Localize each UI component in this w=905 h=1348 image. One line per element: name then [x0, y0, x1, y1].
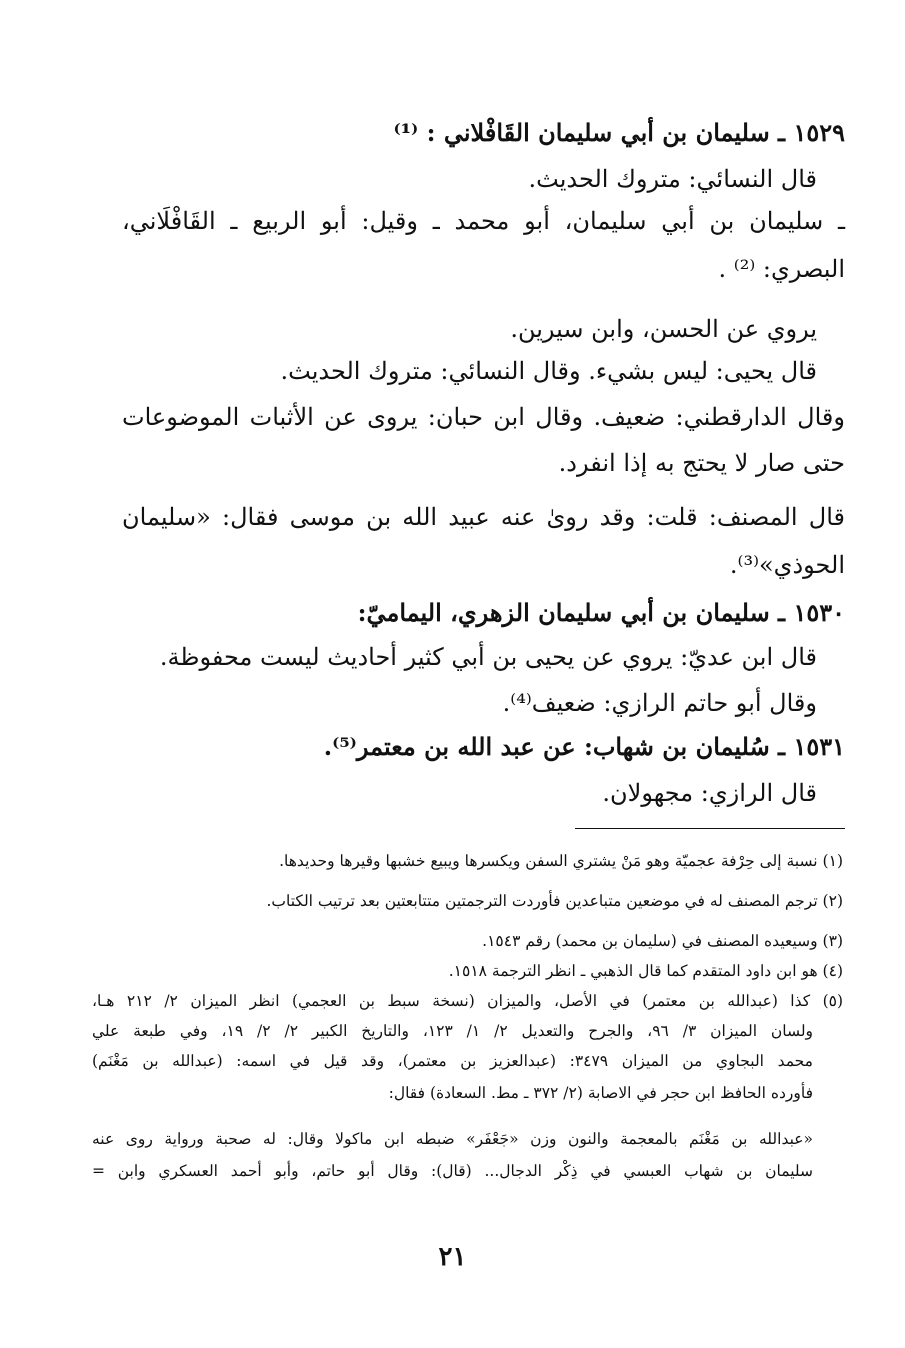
- entry-1529-line: الحوذي»⁽³⁾.: [729, 551, 845, 579]
- entry-1530-line: وقال أبو حاتم الرازي: ضعيف⁽⁴⁾.: [502, 689, 817, 717]
- entry-1529-heading: ١٥٢٩ ـ سليمان بن أبي سليمان القَافْلاني : ⁽¹⁾: [393, 118, 845, 147]
- footnote-5-line: ولسان الميزان ٣/ ٩٦، والجرح والتعديل ٢/ ١/ ١٢٣، والتاريخ الكبير ٢/ ٢/ ١٩، وفي طبعة علي: [92, 1022, 814, 1040]
- footnote-2: (٢) ترجم المصنف له في موضعين متباعدين فأوردت الترجمتين متتابعتين بعد ترتيب الكتاب.: [266, 892, 843, 910]
- entry-1529-line: يروي عن الحسن، وابن سيرين.: [510, 315, 817, 343]
- entry-1529-line: قال النسائي: متروك الحديث.: [528, 165, 817, 193]
- entry-1529-line: حتى صار لا يحتج به إذا انفرد.: [558, 449, 845, 477]
- entry-1530-line: قال ابن عديّ: يروي عن يحيى بن أبي كثير أحاديث ليست محفوظة.: [159, 643, 817, 671]
- footnote-5-line: «عبدالله بن مَغْنَم بالمعجمة والنون وزن «جَعْفَر» ضبطه ابن ماكولا وقال: له صحبة ورواية روى عنه: [92, 1130, 813, 1148]
- footnote-1: (١) نسبة إلى حِرْفة عجميّة وهو مَنْ يشتري السفن ويكسرها ويبيع خشبها وقيرها وحديدها.: [279, 852, 843, 870]
- entry-1529-line: البصري: ⁽²⁾ .: [718, 255, 845, 283]
- entry-1529-line: وقال الدارقطني: ضعيف. وقال ابن حبان: يروى عن الأثبات الموضوعات: [122, 403, 845, 431]
- footnote-5-line: سليمان بن شهاب العبسي في ذِكْر الدجال... (قال): وقال أبو حاتم، وأبو أحمد العسكري وابن =: [92, 1162, 813, 1180]
- entry-1531-heading: ١٥٣١ ـ سُليمان بن شهاب: عن عبد الله بن معتمر⁽⁵⁾.: [323, 732, 845, 761]
- entry-1529-line: ـ سليمان بن أبي سليمان، أبو محمد ـ وقيل: أبو الربيع ـ القَافْلَاني،: [122, 207, 845, 235]
- footnote-3: (٣) وسيعيده المصنف في (سليمان بن محمد) رقم ١٥٤٣.: [482, 932, 843, 950]
- entry-1529-line: قال يحيى: ليس بشيء. وقال النسائي: متروك الحديث.: [280, 357, 817, 385]
- footnote-5-line: فأورده الحافظ ابن حجر في الاصابة (٢/ ٣٧٢ ـ مط. السعادة) فقال:: [388, 1084, 813, 1102]
- footnote-5-line: محمد البجاوي من الميزان ٣٤٧٩: (عبدالعزيز بن معتمر)، وقد قيل في اسمه: (عبدالله بن مَغْنَم): [92, 1052, 813, 1070]
- footnote-5-line: (٥) كذا (عبدالله بن معتمر) في الأصل، والميزان (نسخة سبط بن العجمي) انظر الميزان ٢/ ٢١٢ هـا،: [92, 992, 844, 1010]
- footnote-4: (٤) هو ابن داود المتقدم كما قال الذهبي ـ انظر الترجمة ١٥١٨.: [448, 962, 843, 980]
- entry-1529-line: قال المصنف: قلت: وقد روىٰ عنه عبيد الله بن موسى فقال: «سليمان: [122, 503, 845, 531]
- entry-1531-line: قال الرازي: مجهولان.: [602, 779, 817, 807]
- footnote-separator: [575, 828, 845, 829]
- page-number: ٢١: [438, 1242, 467, 1272]
- entry-1530-heading: ١٥٣٠ ـ سليمان بن أبي سليمان الزهري، اليماميّ:: [357, 598, 845, 627]
